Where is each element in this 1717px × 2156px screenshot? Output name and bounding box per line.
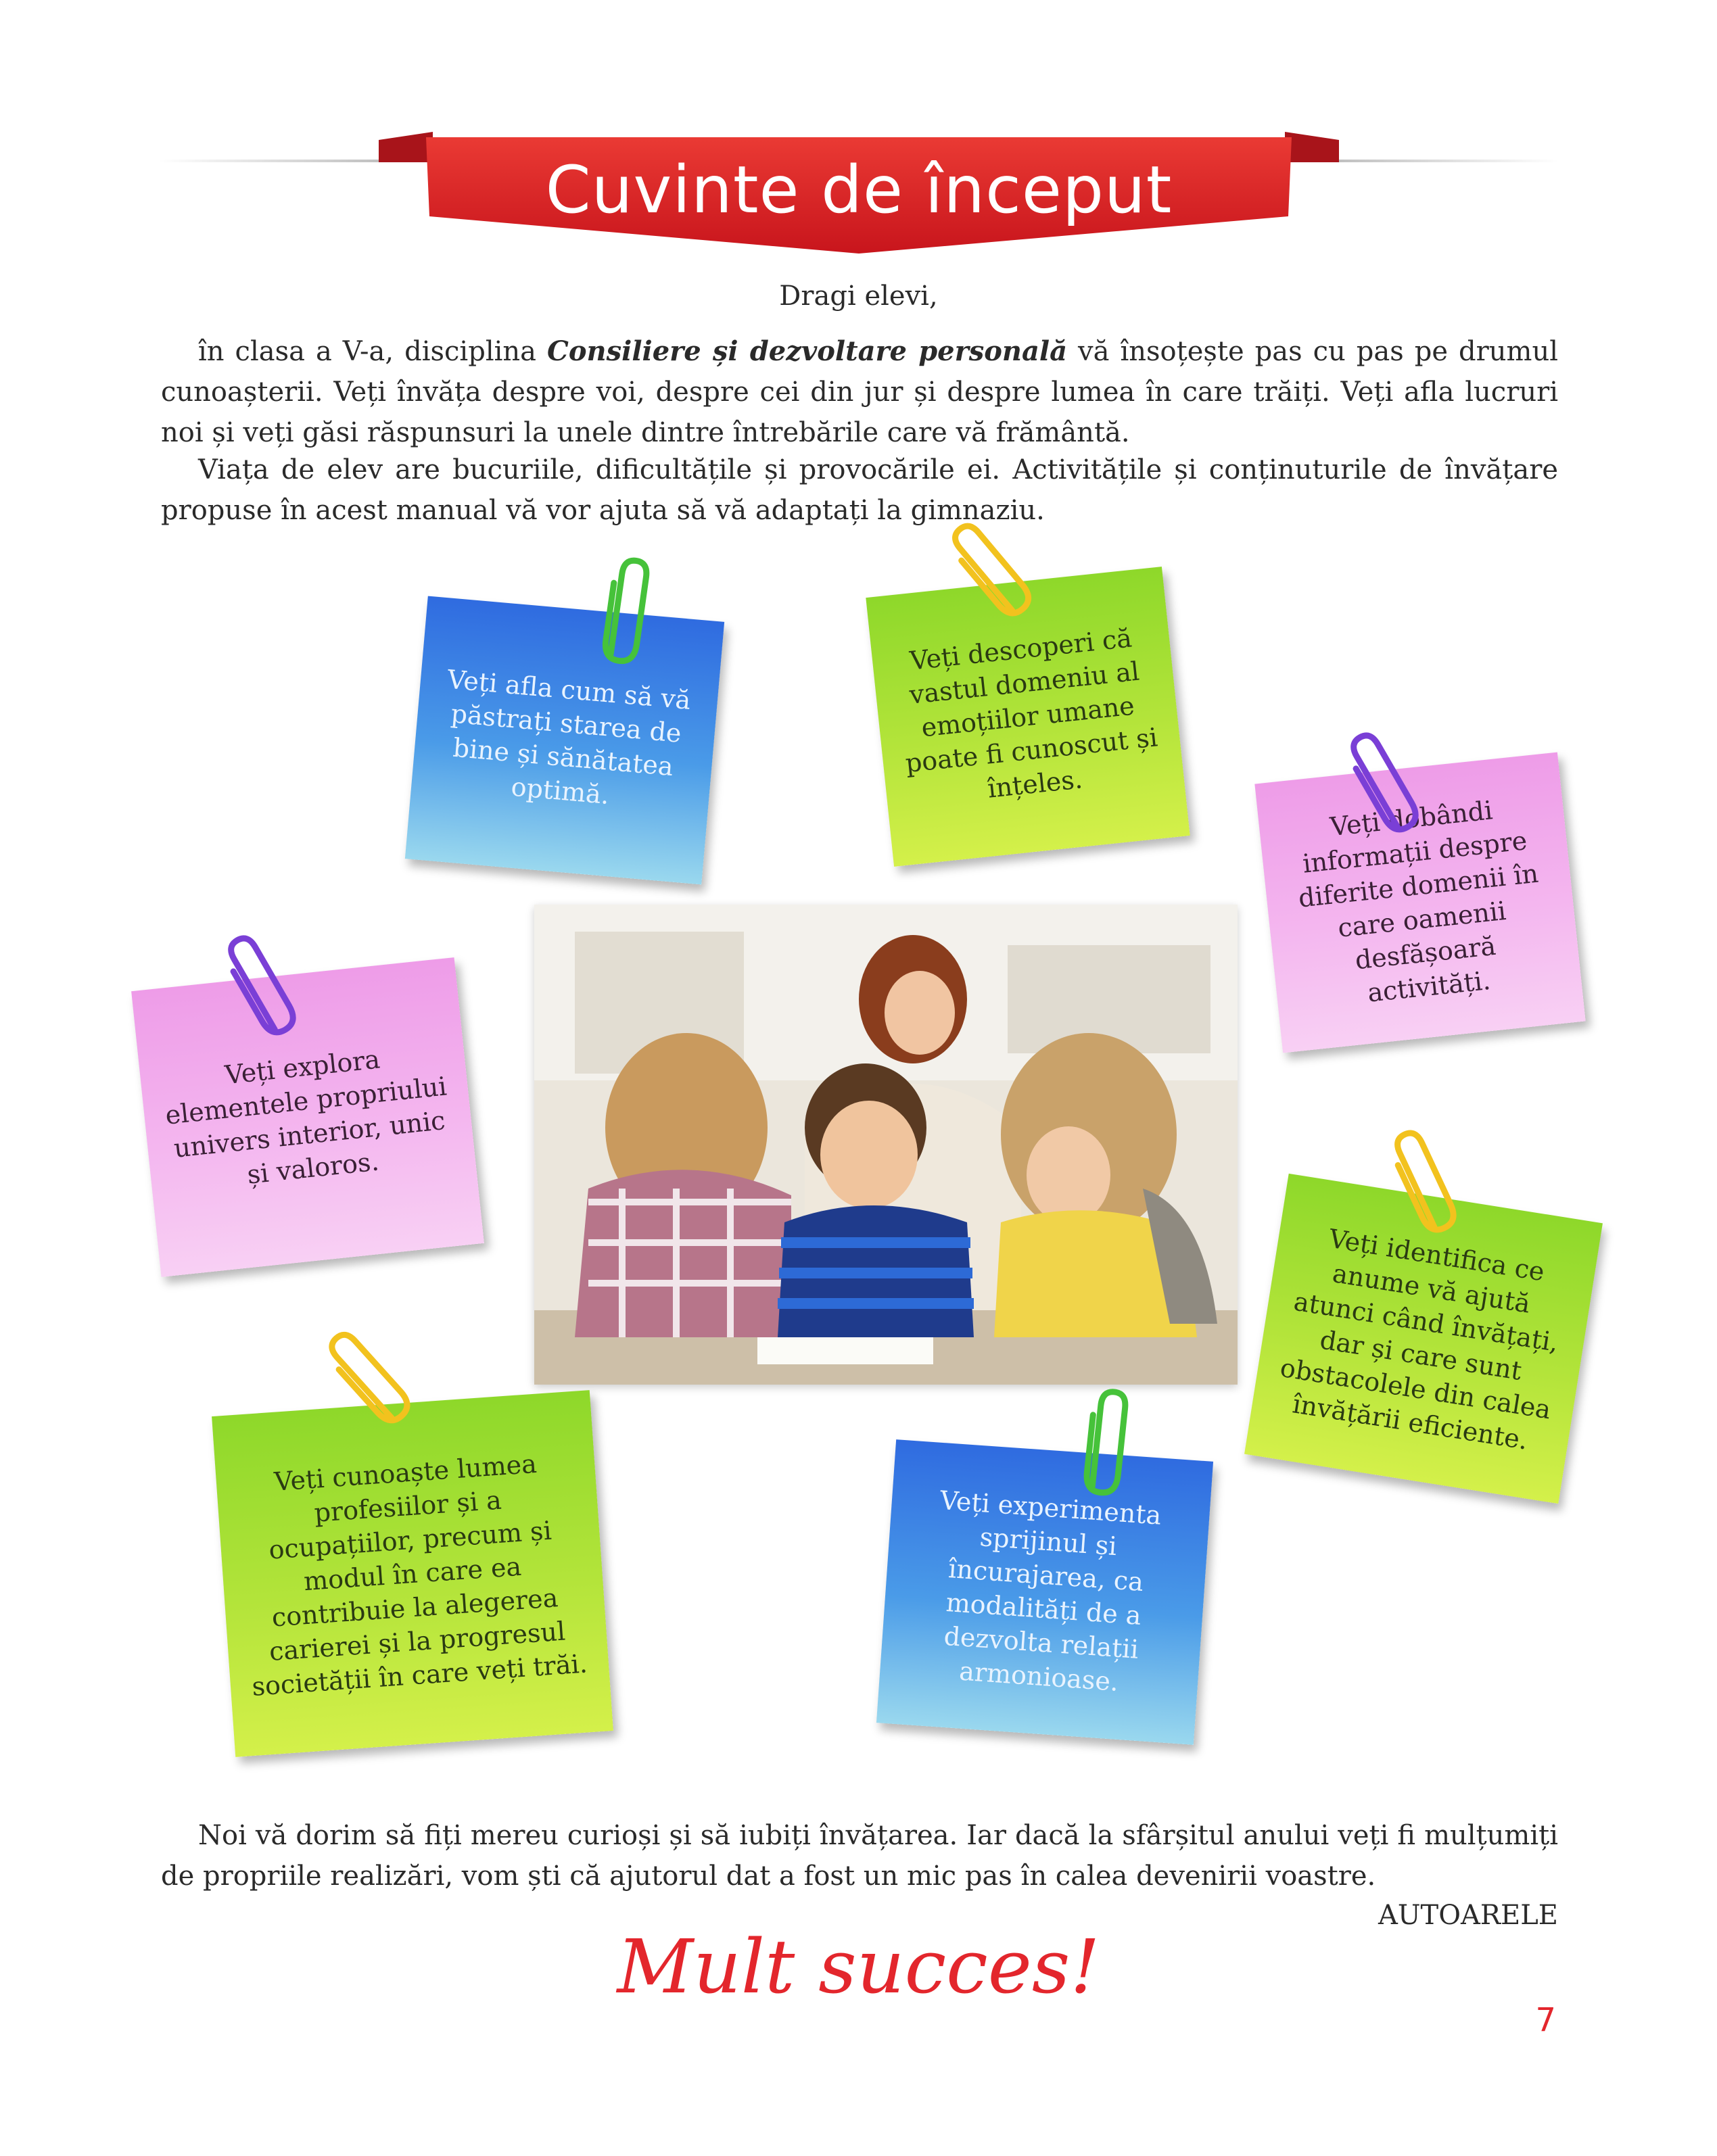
intro-text-after: vă însoțește pas cu pas pe drumul cunoașterii. Veți învăța despre voi, despre cei din jur și despre lumea în care trăiți. Veți afla lucruri noi și veți găsi răspunsuri la unele dintre întrebările care vă frământă. bbox=[161, 336, 1559, 448]
banner-line-left bbox=[159, 160, 402, 162]
sticky-note-text: Veți identifica ce anume vă ajută atunci când învățați, dar și care sunt obstacolele din calea învățării eficiente. bbox=[1278, 1223, 1561, 1456]
closing-paragraph: Noi vă dorim să fiți mereu curioși și să iubiți învățarea. Iar dacă la sfârșitul anului veți fi mulțumiți de propriile realizări, vom ști că ajutorul dat a fost un mic pas în calea devenirii voastre. bbox=[161, 1820, 1558, 1892]
sticky-note bbox=[405, 596, 724, 885]
sticky-note-text: Veți dobândi informații despre diferite domenii în care oamenii desfășoară activități. bbox=[1296, 795, 1540, 1008]
intro-paragraph bbox=[161, 331, 1558, 453]
subject-name: Consiliere și dezvoltare personală bbox=[547, 335, 1068, 367]
greeting: Dragi elevi, bbox=[779, 281, 938, 312]
wish-text: Mult succes! bbox=[617, 1923, 1100, 2010]
banner-line-right bbox=[1315, 160, 1559, 162]
page-title: Cuvinte de început bbox=[545, 152, 1173, 228]
sticky-note bbox=[212, 1390, 613, 1757]
sticky-note bbox=[131, 957, 484, 1277]
page-number: 7 bbox=[1535, 2001, 1556, 2039]
classroom-photo bbox=[534, 905, 1238, 1385]
sticky-note-text: Veți explora elementele propriului univers interior, unic și valoros. bbox=[164, 1044, 448, 1190]
sticky-note bbox=[876, 1439, 1213, 1745]
title-banner bbox=[379, 132, 1339, 257]
sticky-note bbox=[1254, 752, 1585, 1053]
sticky-note-text: Veți afla cum să vă păstrați starea de bine și sănătatea optimă. bbox=[446, 664, 692, 810]
intro-text-before: în clasa a V-a, disciplina bbox=[198, 336, 548, 367]
sticky-note-text: Veți cunoaște lumea profesiilor și a ocupațiilor, precum și modul în care ea contribuie la alegerea carierei și la progresul societății în care veți trăi. bbox=[251, 1448, 588, 1702]
sticky-note-text: Veți descoperi că vastul domeniu al emoțiilor umane poate fi cunoscut și înțeles. bbox=[903, 623, 1159, 804]
intro-paragraph-2: Viața de elev are bucuriile, dificultățile și provocările ei. Activitățile și conținuturile de învățare propuse în acest manual vă vor ajuta să vă adaptați la gimnaziu. bbox=[161, 454, 1558, 526]
sticky-note-text: Veți experimenta sprijinul și încurajarea, ca modalități de a dezvolta relații armonioase. bbox=[939, 1485, 1162, 1697]
signature: AUTOARELE bbox=[1378, 1900, 1558, 1931]
